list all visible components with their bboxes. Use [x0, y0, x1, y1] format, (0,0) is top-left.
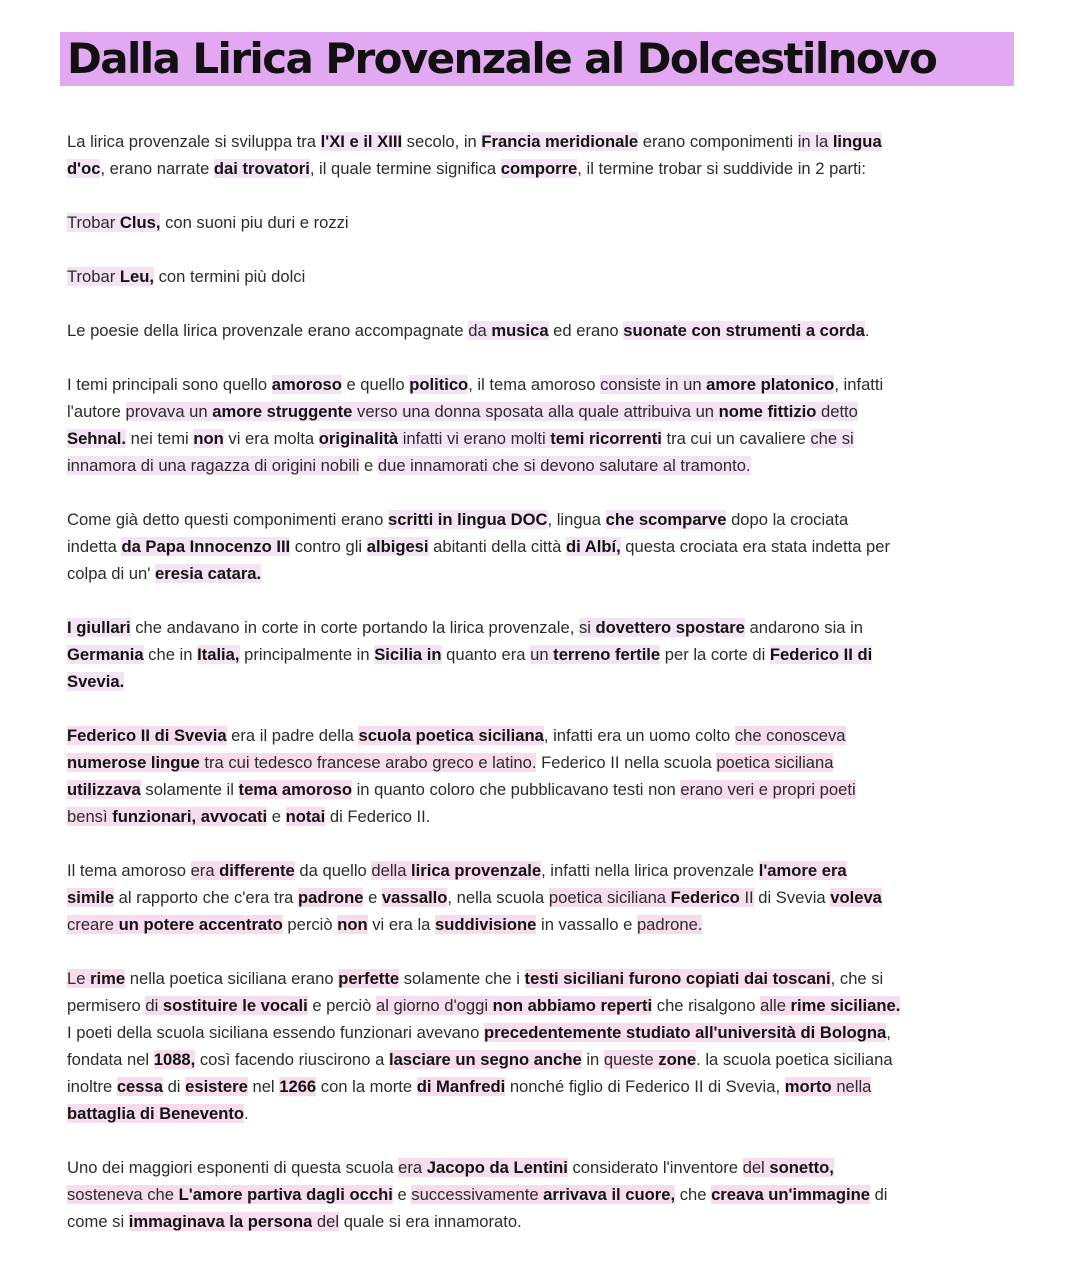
highlighted-text: che scomparve	[605, 510, 727, 529]
text-segment: e	[267, 807, 286, 826]
highlighted-text: del	[742, 1158, 770, 1177]
text-segment: che in	[143, 645, 198, 664]
highlighted-text: Trobar	[67, 213, 120, 232]
highlighted-text: non	[337, 915, 368, 934]
text-segment: e perciò	[307, 996, 376, 1015]
text-segment: che risalgono	[652, 996, 761, 1015]
paragraph	[67, 1154, 1017, 1235]
text-segment: con suoni piu duri e rozzi	[160, 213, 349, 232]
text-segment: inoltre	[67, 1077, 117, 1096]
text-line	[67, 371, 1017, 398]
highlighted-text: Trobar	[67, 267, 120, 286]
highlighted-text: tema amoroso	[238, 780, 352, 799]
highlighted-text: d'oc	[67, 159, 101, 178]
text-segment: La lirica provenzale si sviluppa tra	[67, 132, 321, 151]
highlighted-text: cessa	[116, 1077, 163, 1096]
text-line	[67, 1019, 1017, 1046]
paragraph	[67, 857, 1017, 938]
highlighted-text: di Albí,	[565, 537, 621, 556]
text-segment: , lingua	[547, 510, 606, 529]
text-line	[67, 398, 1017, 425]
highlighted-text: dai trovatori	[213, 159, 310, 178]
highlighted-text: arrivava il cuore,	[543, 1185, 676, 1204]
text-segment: , infatti era un uomo colto	[543, 726, 735, 745]
text-line	[67, 1100, 1017, 1127]
highlighted-text: l'amore era	[758, 861, 847, 880]
highlighted-text: rime	[90, 969, 126, 988]
text-segment: solamente che i	[399, 969, 525, 988]
highlighted-text: temi ricorrenti	[550, 429, 662, 448]
text-segment: . la scuola poetica siciliana	[696, 1050, 893, 1069]
highlighted-text: da	[468, 321, 492, 340]
highlighted-text: lasciare un segno anche	[388, 1050, 582, 1069]
text-segment: abitanti della città	[428, 537, 566, 556]
highlighted-text: Svevia.	[67, 672, 125, 691]
highlighted-text: amoroso	[271, 375, 342, 394]
highlighted-text: notai	[285, 807, 326, 826]
highlighted-text: originalità	[318, 429, 399, 448]
paragraph	[67, 722, 1017, 830]
text-segment: considerato l'inventore	[567, 1158, 743, 1177]
text-segment: quale si era innamorato.	[339, 1212, 522, 1231]
text-segment: Come già detto questi componimenti erano	[67, 510, 388, 529]
highlighted-text: 1088,	[153, 1050, 196, 1069]
highlighted-text: detto	[816, 402, 858, 421]
highlighted-text: queste	[603, 1050, 659, 1069]
text-segment: Federico II nella scuola	[536, 753, 717, 772]
highlighted-text: non abbiamo reperti	[492, 996, 653, 1015]
highlighted-text: da Papa Innocenzo III	[121, 537, 291, 556]
text-line	[67, 668, 1017, 695]
highlighted-text: Francia meridionale	[481, 132, 639, 151]
highlighted-text: padrone.	[636, 915, 703, 934]
text-segment: , erano narrate	[100, 159, 214, 178]
text-segment: , il quale termine significa	[309, 159, 501, 178]
highlighted-text: Leu,	[119, 267, 154, 286]
paragraph	[67, 371, 1017, 479]
text-segment: con la morte	[316, 1077, 417, 1096]
paragraph	[67, 128, 1017, 182]
text-segment: nella poetica siciliana erano	[125, 969, 339, 988]
highlighted-text: terreno fertile	[553, 645, 661, 664]
highlighted-text: l'XI e il XIII	[320, 132, 403, 151]
paragraph	[67, 965, 1017, 1127]
text-segment: Uno dei maggiori esponenti di questa scuola	[67, 1158, 399, 1177]
highlighted-text: amore struggente	[212, 402, 353, 421]
highlighted-text: alle	[760, 996, 791, 1015]
text-line	[67, 884, 1017, 911]
text-segment: al rapporto che c'era tra	[114, 888, 298, 907]
text-segment: e quello	[341, 375, 410, 394]
text-line	[67, 1073, 1017, 1100]
text-line	[67, 1046, 1017, 1073]
text-line	[67, 128, 1017, 155]
text-line	[67, 803, 1017, 830]
text-segment: in vassallo e	[536, 915, 637, 934]
text-line	[67, 749, 1017, 776]
highlighted-text: si	[578, 618, 596, 637]
paragraph	[67, 614, 1017, 695]
text-segment: vi era molta	[223, 429, 319, 448]
text-line	[67, 425, 1017, 452]
highlighted-text: era	[398, 1158, 427, 1177]
text-segment: e	[363, 888, 382, 907]
text-segment: .	[864, 321, 870, 340]
text-segment: permisero	[67, 996, 146, 1015]
highlighted-text: immaginava la persona	[128, 1212, 313, 1231]
highlighted-text: musica	[491, 321, 549, 340]
text-line	[67, 1208, 1017, 1235]
highlighted-text: amore platonico	[706, 375, 835, 394]
text-segment: vi era la	[367, 915, 435, 934]
highlighted-text: tra cui tedesco francese arabo greco e latino.	[199, 753, 537, 772]
text-segment: , che si	[830, 969, 884, 988]
highlighted-text: 1266	[279, 1077, 317, 1096]
highlighted-text: non	[193, 429, 224, 448]
highlighted-text: poetica siciliana	[716, 753, 834, 772]
text-line	[67, 992, 1017, 1019]
text-segment: questa crociata era stata indetta per	[620, 537, 891, 556]
text-line	[67, 1154, 1017, 1181]
highlighted-text: differente	[219, 861, 295, 880]
text-segment: , il tema amoroso	[468, 375, 601, 394]
text-line	[67, 614, 1017, 641]
highlighted-text: comporre	[500, 159, 578, 178]
highlighted-text: rime siciliane.	[790, 996, 901, 1015]
text-segment: di Federico II.	[325, 807, 431, 826]
text-line	[67, 857, 1017, 884]
text-segment: fondata nel	[67, 1050, 154, 1069]
highlighted-text: lirica provenzale	[411, 861, 542, 880]
text-segment: , infatti nella lirica provenzale	[541, 861, 759, 880]
highlighted-text: voleva	[830, 888, 882, 907]
highlighted-text: padrone	[298, 888, 364, 907]
text-segment: erano componimenti	[638, 132, 798, 151]
highlighted-text: suddivisione	[434, 915, 537, 934]
text-line	[67, 1181, 1017, 1208]
highlighted-text: simile	[67, 888, 115, 907]
text-segment: , nella scuola	[447, 888, 549, 907]
document-body	[67, 128, 1017, 1262]
text-segment: , il termine trobar si suddivide in 2 parti:	[577, 159, 866, 178]
highlighted-text: Federico	[670, 888, 740, 907]
highlighted-text: II	[739, 888, 754, 907]
highlighted-text: I giullari	[67, 618, 131, 637]
highlighted-text: morto	[784, 1077, 832, 1096]
text-segment: in quanto coloro che pubblicavano testi non	[351, 780, 681, 799]
highlighted-text: dovettero spostare	[595, 618, 745, 637]
highlighted-text: albigesi	[366, 537, 429, 556]
highlighted-text: lingua	[832, 132, 882, 151]
text-segment: I temi principali sono quello	[67, 375, 272, 394]
highlighted-text: un	[530, 645, 554, 664]
text-segment: Le poesie della lirica provenzale erano accompagnate	[67, 321, 469, 340]
text-segment: nonché figlio di Federico II di Svevia,	[505, 1077, 785, 1096]
highlighted-text: consiste in un	[600, 375, 707, 394]
text-segment: colpa di un'	[67, 564, 156, 583]
highlighted-text: Jacopo da Lentini	[426, 1158, 568, 1177]
paragraph	[67, 209, 1017, 236]
highlighted-text: utilizzava	[67, 780, 141, 799]
highlighted-text: Sicilia in	[374, 645, 442, 664]
highlighted-text: innamora di una ragazza di origini nobili	[67, 456, 360, 475]
highlighted-text: L'amore partiva dagli occhi	[178, 1185, 393, 1204]
highlighted-text: vassallo	[381, 888, 448, 907]
page-title: Dalla Lirica Provenzale al Dolcestilnovo	[60, 32, 1014, 86]
text-line	[67, 776, 1017, 803]
text-line	[67, 209, 1017, 236]
highlighted-text: verso una donna sposata alla quale attribuiva un	[352, 402, 719, 421]
highlighted-text: esistere	[185, 1077, 248, 1096]
text-segment: solamente il	[140, 780, 239, 799]
highlighted-text: scuola poetica siciliana	[358, 726, 544, 745]
highlighted-text: al giorno d'oggi	[375, 996, 493, 1015]
text-segment: , infatti	[834, 375, 884, 394]
text-line	[67, 722, 1017, 749]
highlighted-text: suonate con strumenti a corda	[623, 321, 865, 340]
text-segment: era il padre della	[226, 726, 359, 745]
text-segment: così facendo riuscirono a	[195, 1050, 389, 1069]
text-line	[67, 506, 1017, 533]
highlighted-text: che si	[810, 429, 854, 448]
text-segment: dopo la crociata	[726, 510, 849, 529]
text-segment: perciò	[282, 915, 338, 934]
highlighted-text: testi siciliani furono copiati dai toscani	[524, 969, 831, 988]
text-segment: ,	[886, 1023, 891, 1042]
highlighted-text: bensì	[67, 807, 113, 826]
text-segment: .	[244, 1104, 249, 1123]
highlighted-text: battaglia di Benevento	[67, 1104, 245, 1123]
text-line	[67, 263, 1017, 290]
text-segment: I poeti della scuola siciliana essendo funzionari avevano	[67, 1023, 484, 1042]
text-segment: di	[162, 1077, 186, 1096]
highlighted-text: eresia catara.	[155, 564, 262, 583]
highlighted-text: Italia,	[197, 645, 240, 664]
highlighted-text: numerose lingue	[67, 753, 200, 772]
text-segment: che andavano in corte in corte portando la lirica provenzale,	[130, 618, 579, 637]
text-segment: secolo, in	[402, 132, 482, 151]
text-segment: da quello	[294, 861, 372, 880]
text-segment: di	[869, 1185, 888, 1204]
highlighted-text: funzionari, avvocati	[112, 807, 268, 826]
highlighted-text: in la	[797, 132, 833, 151]
highlighted-text: infatti vi erano molti	[398, 429, 551, 448]
text-segment: come si	[67, 1212, 129, 1231]
text-segment: di Svevia	[753, 888, 831, 907]
text-line	[67, 965, 1017, 992]
text-segment: nel	[247, 1077, 280, 1096]
text-segment: andarono sia in	[744, 618, 864, 637]
text-line	[67, 560, 1017, 587]
text-segment: nei temi	[126, 429, 194, 448]
highlighted-text: nome fittizio	[718, 402, 817, 421]
text-segment: ed erano	[548, 321, 624, 340]
highlighted-text: di Manfredi	[416, 1077, 506, 1096]
text-line	[67, 533, 1017, 560]
highlighted-text: sonetto,	[769, 1158, 834, 1177]
text-line	[67, 317, 1017, 344]
highlighted-text: zone	[658, 1050, 697, 1069]
text-line	[67, 155, 1017, 182]
text-segment: con termini più dolci	[154, 267, 306, 286]
highlighted-text: provava un	[125, 402, 213, 421]
text-segment: e	[359, 456, 378, 475]
highlighted-text: successivamente	[411, 1185, 544, 1204]
highlighted-text: un potere accentrato	[118, 915, 283, 934]
text-line	[67, 452, 1017, 479]
text-segment: contro gli	[290, 537, 367, 556]
highlighted-text: precedentemente studiato all'università di Bologna	[483, 1023, 887, 1042]
highlighted-text: poetica siciliana	[548, 888, 671, 907]
text-segment: quanto era	[441, 645, 531, 664]
text-segment: che	[675, 1185, 712, 1204]
text-line	[67, 911, 1017, 938]
paragraph	[67, 317, 1017, 344]
highlighted-text: politico	[409, 375, 469, 394]
text-segment: Il tema amoroso	[67, 861, 191, 880]
highlighted-text: Germania	[67, 645, 144, 664]
text-segment: indetta	[67, 537, 122, 556]
highlighted-text: creare	[67, 915, 119, 934]
text-segment: principalmente in	[239, 645, 375, 664]
text-segment: per la corte di	[660, 645, 770, 664]
highlighted-text: erano veri e propri poeti	[680, 780, 856, 799]
highlighted-text: Federico II di	[769, 645, 873, 664]
highlighted-text: Federico II di Svevia	[67, 726, 227, 745]
paragraph	[67, 506, 1017, 587]
text-segment: tra cui un cavaliere	[661, 429, 811, 448]
highlighted-text: Le	[67, 969, 91, 988]
highlighted-text: due innamorati che si devono salutare al tramonto.	[377, 456, 751, 475]
highlighted-text: Clus,	[119, 213, 161, 232]
highlighted-text: che conosceva	[734, 726, 846, 745]
text-segment: e	[392, 1185, 412, 1204]
highlighted-text: della	[371, 861, 412, 880]
highlighted-text: del	[312, 1212, 340, 1231]
highlighted-text: era	[190, 861, 220, 880]
highlighted-text: scritti in lingua DOC	[388, 510, 548, 529]
text-segment: l'autore	[67, 402, 126, 421]
highlighted-text: creava un'immagine	[711, 1185, 870, 1204]
highlighted-text: di	[145, 996, 163, 1015]
highlighted-text: perfette	[338, 969, 400, 988]
paragraph	[67, 263, 1017, 290]
text-segment: in	[581, 1050, 604, 1069]
text-line	[67, 641, 1017, 668]
highlighted-text: nella	[831, 1077, 872, 1096]
highlighted-text: Sehnal.	[67, 429, 127, 448]
highlighted-text: sosteneva che	[67, 1185, 179, 1204]
highlighted-text: sostituire le vocali	[162, 996, 308, 1015]
